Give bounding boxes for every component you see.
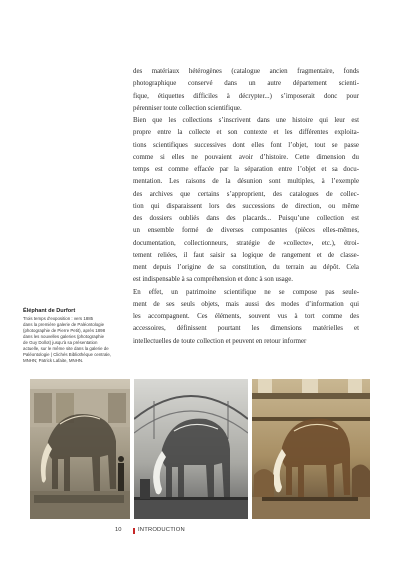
caption-line: Paléontologie | Clichés Bibliothèque centrale, — [23, 352, 112, 358]
body-line: des archives que certains s’approprient, des catalogues de collec- — [133, 190, 359, 198]
page-footer — [0, 527, 400, 537]
body-line: est indispensable à sa compréhension et donc à son usage. — [133, 276, 293, 284]
photo-new-galleries — [134, 379, 248, 519]
body-line: intellectuelles de toute collection et peuvent en retour informer — [133, 337, 307, 345]
body-line: des dossiers oubliés dans des placards... Puisqu’une collection est — [133, 215, 359, 222]
body-line: propre entre la collecte et son contexte et les différentes exploita- — [133, 129, 359, 137]
photo-first-gallery — [30, 379, 130, 519]
caption-line: de Guy Dollot) jusqu’à sa présentation — [23, 340, 98, 346]
caption-line: MNHN; Patrick Lafaite, MNHN. — [23, 358, 84, 364]
body-line: tions scientifiques successives dont elles font l’objet, tout se passe — [133, 141, 359, 149]
page-number: 10 — [115, 527, 122, 533]
body-line: mentation. Les raisons de la désunion sont multiples, à l’exemple — [133, 178, 359, 186]
body-line: ment de ses seuls objets, mais aussi des modes d’information qui — [133, 300, 359, 308]
caption-title: Éléphant de Durfort — [23, 308, 76, 314]
body-line: tion qui disparaissent lors des successions de direction, ou même — [133, 202, 359, 210]
caption-line: dans la première galerie de Paléontologie — [23, 322, 105, 328]
caption-text — [23, 316, 125, 364]
body-line: pérenniser toute collection scientifique. — [133, 104, 242, 112]
body-line: les accompagnent. Ces éléments, souvent vus à tort comme des — [133, 313, 359, 320]
body-text-column — [133, 66, 359, 348]
section-label: INTRODUCTION — [138, 527, 185, 533]
caption-line: dans les nouvelles galeries (photographie — [23, 334, 105, 340]
body-line: Bien que les collections s’inscrivent dans une histoire qui leur est — [133, 117, 359, 124]
section-marker — [133, 528, 135, 534]
body-line: documentation, collectionneurs, stratégie de «collecte», etc.), étroi- — [133, 239, 359, 247]
body-line: En effet, un patrimoine scientifique ne se compose pas seule- — [133, 288, 359, 296]
body-line: tement reliées, il faut saisir sa logique de rangement et de classe- — [133, 251, 359, 259]
body-line: un ensemble formé de diverses composantes (pièces elles-mêmes, — [133, 227, 359, 235]
photo-strip — [0, 379, 400, 519]
body-line: temps est comme effacée par la séparation entre l’objet et sa docu- — [133, 166, 359, 173]
caption-line: actuelle, sur le même site dans la galerie de — [23, 346, 109, 352]
body-line: des matériaux hétérogènes (catalogue ancien fragmentaire, fonds — [133, 68, 359, 75]
caption-line: Trois temps d’exposition : vers 1885 — [23, 316, 94, 321]
body-line: fique, étiquettes difficiles à décrypter...) s’imposerait donc pour — [133, 92, 359, 100]
body-line: ment depuis l’origine de sa constitution, du terrain au dépôt. Cela — [133, 264, 359, 271]
caption-line: (photographie de Pierre Petit), après 1898 — [23, 328, 106, 334]
photo-current-gallery — [252, 379, 370, 519]
photo-caption — [23, 308, 125, 364]
body-line: photographique conservé dans un autre département scienti- — [133, 80, 359, 88]
body-line: comme si elles ne pouvaient avoir d’histoire. Cette dimension du — [133, 153, 359, 161]
body-line: accessoires, définissent pourtant les dimensions matérielles et — [133, 325, 359, 333]
